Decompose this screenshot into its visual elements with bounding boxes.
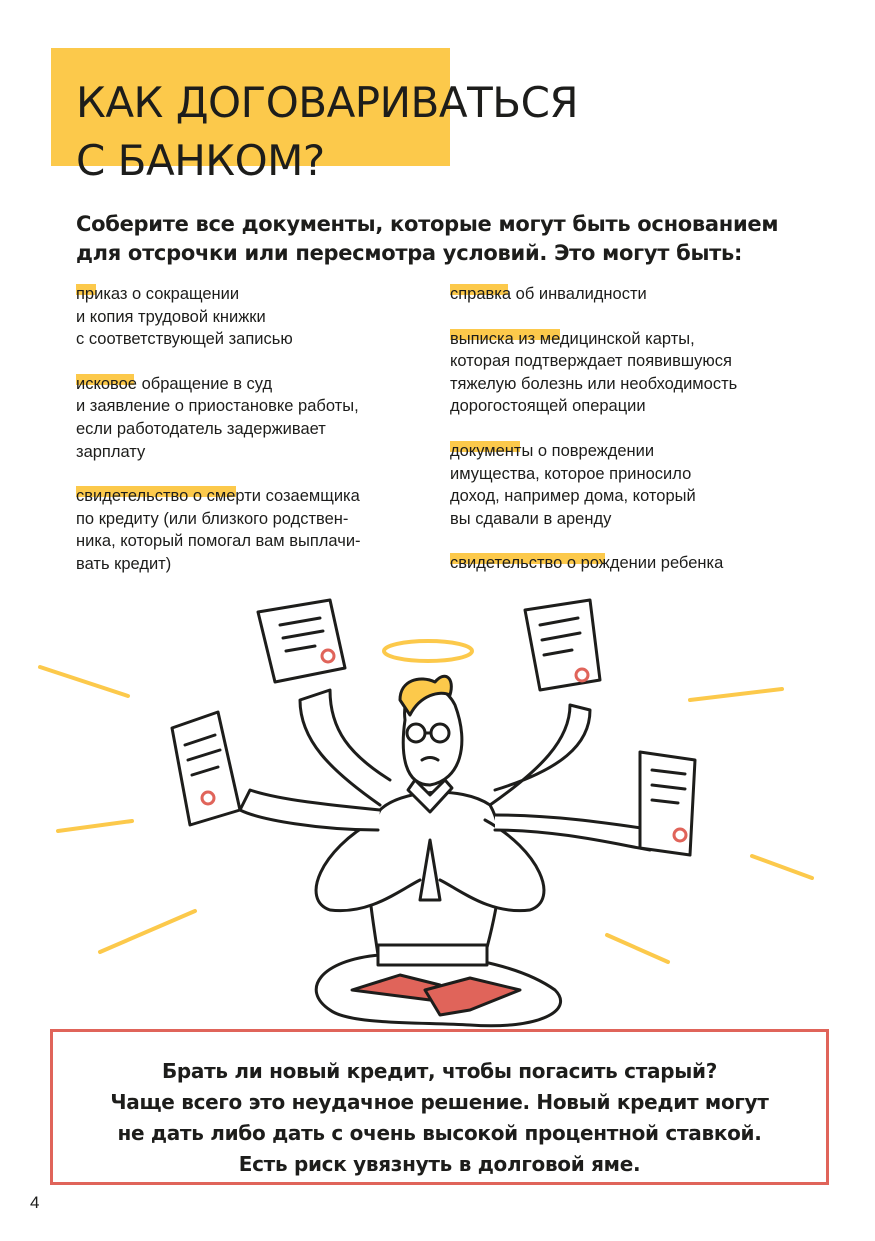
document-item [450, 552, 830, 575]
callout-line: Есть риск увязнуть в долговой яме. [238, 1152, 641, 1176]
item-line: справка об инвалидности [450, 285, 647, 303]
document-3 [172, 712, 240, 825]
item-line: ника, который помогал вам выплачи- [76, 532, 361, 551]
item-line: которая подтверждает появившуюся [450, 352, 732, 371]
item-line: свидетельство о смерти созаемщика [76, 487, 360, 506]
page-title-line: КАК ДОГОВАРИВАТЬСЯ [76, 78, 579, 127]
item-line: выписка из медицинской карты, [450, 329, 695, 348]
documents-list-right [450, 283, 830, 575]
item-line: и копия трудовой книжки [76, 307, 266, 326]
document-1 [258, 600, 345, 682]
item-line: если работодатель задерживает [76, 419, 326, 438]
item-line: и заявление о приостановке работы, [76, 397, 359, 416]
item-line: тяжелую болезнь или необходимость [450, 374, 738, 393]
document-4 [640, 752, 695, 855]
documents-list-left [76, 283, 426, 576]
document-2 [525, 600, 600, 690]
item-line: с соответствующей записью [76, 330, 293, 349]
intro-line: для отсрочки или пересмотра условий. Это могут быть: [76, 241, 743, 265]
document-item [450, 283, 830, 306]
item-line: исковое обращение в суд [76, 374, 273, 393]
callout-text [53, 1056, 826, 1180]
callout-line: Чаще всего это неудачное решение. Новый кредит могут [110, 1090, 769, 1114]
item-line: доход, например дома, который [450, 487, 696, 506]
item-line: документы о повреждении [450, 441, 655, 460]
callout-box [50, 1029, 829, 1185]
callout-line: Брать ли новый кредит, чтобы погасить старый? [161, 1059, 718, 1083]
item-line: приказ о сокращении [76, 285, 240, 303]
callout-line: не дать либо дать с очень высокой процентной ставкой. [117, 1121, 762, 1145]
item-line: зарплату [76, 442, 146, 461]
document-item [76, 283, 426, 351]
intro-text [76, 210, 816, 268]
meditating-man-illustration [0, 580, 875, 1030]
document-item [76, 485, 426, 575]
item-line: свидетельство о рождении ребенка [450, 554, 724, 573]
intro-line: Соберите все документы, которые могут быть основанием [76, 212, 779, 236]
page-title [76, 74, 578, 190]
item-line: дорогостоящей операции [450, 397, 646, 416]
page-title-line: С БАНКОМ? [76, 136, 325, 185]
item-line: вы сдавали в аренду [450, 509, 612, 528]
item-line: по кредиту (или близкого родствен- [76, 509, 349, 528]
item-line: имущества, которое приносило [450, 464, 692, 483]
page-number: 4 [30, 1193, 40, 1212]
document-item [450, 328, 830, 418]
item-line: вать кредит) [76, 554, 172, 573]
document-item [450, 440, 830, 530]
document-item [76, 373, 426, 463]
